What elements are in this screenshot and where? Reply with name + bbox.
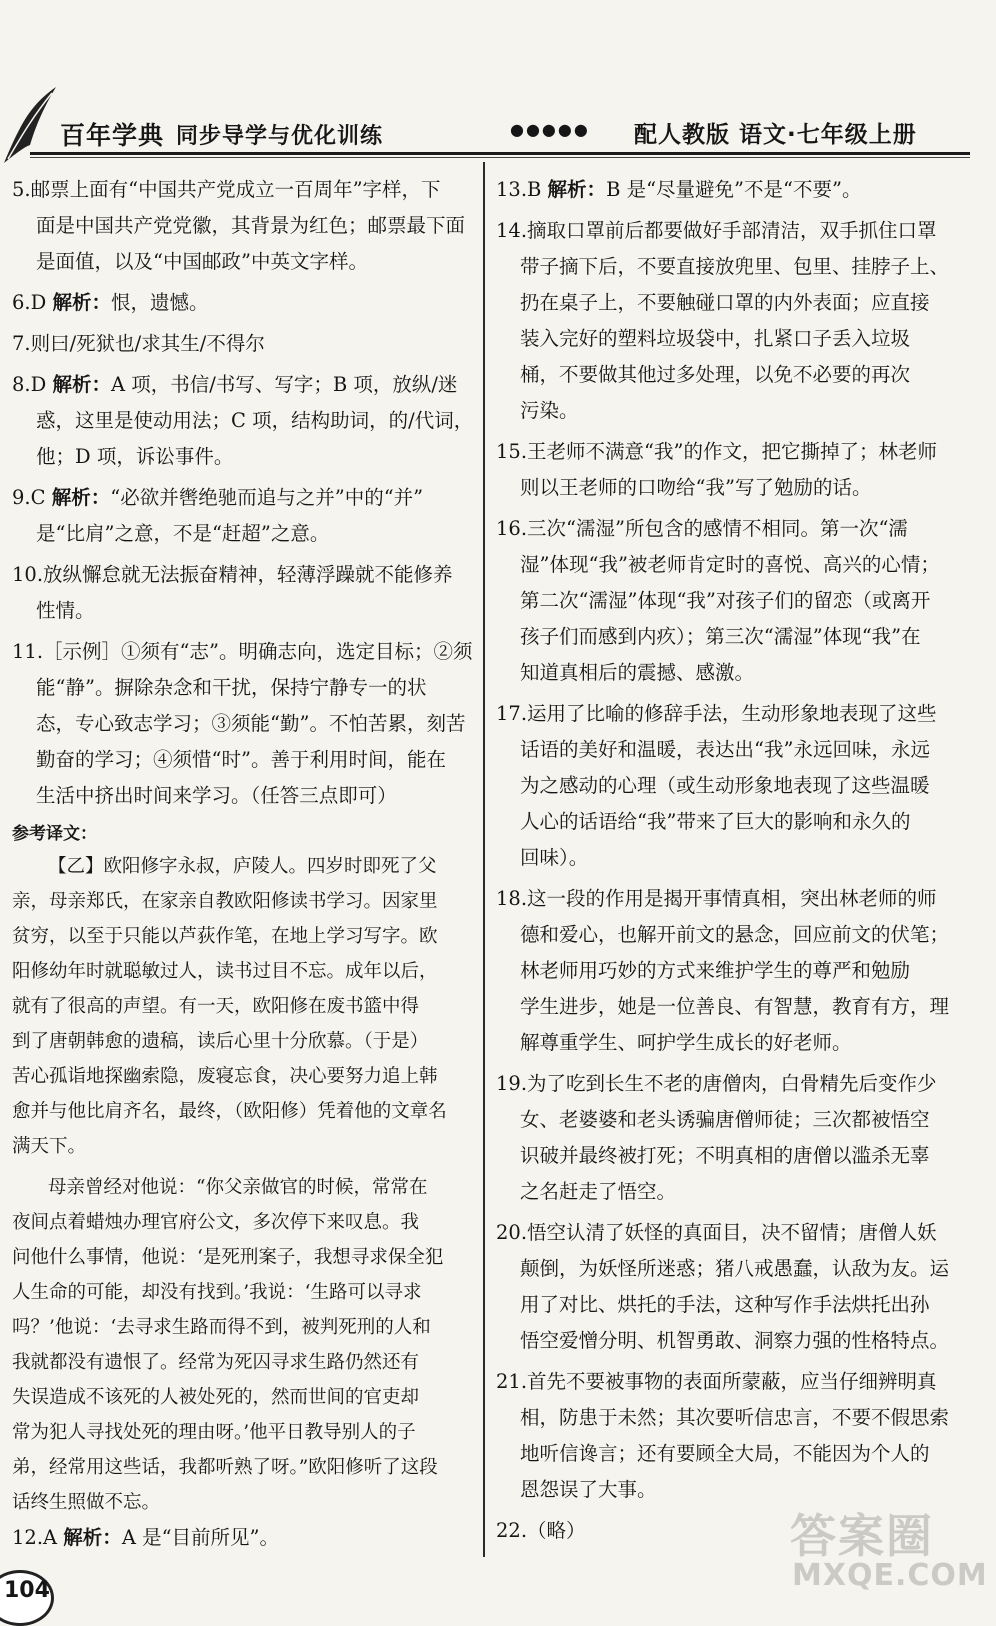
watermark-url: MXQE.COM xyxy=(792,1558,988,1593)
analysis-keyword: 解析： xyxy=(52,373,111,396)
answer-line: 8.D 解析：A 项，书信/书写、写字；B 项，放纵/迷 xyxy=(12,373,458,396)
answer-list-right xyxy=(496,172,958,1549)
translation-line: 问他什么事情，他说：‘是死刑案子，我想寻求保全犯 xyxy=(12,1247,444,1268)
answer-item xyxy=(496,696,958,876)
answer-line: 知道真相后的震撼、感激。 xyxy=(520,661,755,684)
answer-item xyxy=(496,1066,958,1210)
answer-line: 生活中挤出时间来学习。（任答三点即可） xyxy=(36,784,397,807)
answer-line: 他；D 项，诉讼事件。 xyxy=(36,445,234,468)
decorative-dots: ●●●●● xyxy=(510,120,590,139)
answer-list-left xyxy=(12,172,476,814)
answer-line: 14.摘取口罩前后都要做好手部清洁，双手抓住口罩 xyxy=(496,219,937,242)
answer-line: 15.王老师不满意“我”的作文，把它撕掉了；林老师 xyxy=(496,440,937,463)
analysis-keyword: 解析： xyxy=(547,178,607,201)
answer-line: 19.为了吃到长生不老的唐僧肉，白骨精先后变作少 xyxy=(496,1072,937,1095)
answer-line: 性情。 xyxy=(36,599,95,622)
translation-line: 失误造成不该死的人被处死的，然而世间的官吏却 xyxy=(12,1387,420,1408)
answer-line: 惑，这里是使动用法；C 项，结构助词，的/代词， xyxy=(36,409,474,432)
answer-line: 桶，不要做其他过多处理，以免不必要的再次 xyxy=(520,363,911,386)
answer-line: 态，专心致志学习；③须能“勤”。不怕苦累，刻苦 xyxy=(36,712,466,735)
answer-line: 相，防患于未然；其次要听信忠言，不要不假思索 xyxy=(520,1406,950,1429)
answer-item xyxy=(496,881,958,1061)
answer-item xyxy=(12,172,476,280)
translation-line: 弟，经常用这些话，我都听熟了呀。”欧阳修听了这段 xyxy=(12,1457,438,1478)
answer-line: 颠倒，为妖怪所迷惑；猪八戒愚蠢，认敌为友。运 xyxy=(520,1257,950,1280)
translation-line: 母亲曾经对他说：“你父亲做官的时候，常常在 xyxy=(48,1177,428,1198)
answer-line: 22.（略） xyxy=(496,1519,586,1542)
answer-line: 人心的话语给“我”带来了巨大的影响和永久的 xyxy=(520,810,911,833)
watermark-text: 答案圈 xyxy=(790,1509,934,1563)
answer-line: 面是中国共产党党徽，其背景为红色；邮票最下面 xyxy=(36,214,466,237)
answer-item xyxy=(12,285,476,321)
answer-line: 5.邮票上面有“中国共产党成立一百周年”字样，下 xyxy=(12,178,441,201)
answer-line: 勤奋的学习；④须惜“时”。善于利用时间，能在 xyxy=(36,748,446,771)
answer-item xyxy=(496,1215,958,1359)
answer-line: 20.悟空认清了妖怪的真面目，决不留情；唐僧人妖 xyxy=(496,1221,937,1244)
book-subtitle: 同步导学与优化训练 xyxy=(176,124,384,149)
translation-line: 亲，母亲郑氏，在家亲自教欧阳修读书学习。因家里 xyxy=(12,891,438,912)
answer-line: 为之感动的心理（或生动形象地表现了这些温暖 xyxy=(520,774,930,797)
answer-line: 女、老婆婆和老头诱骗唐僧师徒；三次都被悟空 xyxy=(520,1108,930,1131)
translation-line: 话终生照做不忘。 xyxy=(12,1492,161,1513)
answer-line: 地听信谗言；还有要顾全大局，不能因为个人的 xyxy=(520,1442,930,1465)
translation-line: 我就都没有遗恨了。经常为死囚寻求生路仍然还有 xyxy=(12,1352,420,1373)
translation-line: 到了唐朝韩愈的遗稿，读后心里十分欣慕。（于是） xyxy=(12,1031,429,1052)
translation-line: 愈并与他比肩齐名，最终，（欧阳修）凭着他的文章名 xyxy=(12,1101,447,1122)
translation-line: 常为犯人寻找处死的理由呀。’他平日教导别人的子 xyxy=(12,1422,416,1443)
answer-line: 之名赶走了悟空。 xyxy=(520,1180,677,1203)
translation-line: 吗？’他说：‘去寻求生路而得不到，被判死刑的人和 xyxy=(12,1317,431,1338)
answer-line: 带子摘下后，不要直接放兜里、包里、挂脖子上、 xyxy=(520,255,950,278)
answer-line: 德和爱心，也解开前文的悬念，回应前文的伏笔； xyxy=(520,923,950,946)
answer-line: 湿”体现“我”被老师肯定时的喜悦、高兴的心情； xyxy=(520,553,940,576)
answer-item xyxy=(496,511,958,691)
translation-line: 满天下。 xyxy=(12,1136,87,1157)
answer-line: 13.B 解析：B 是“尽量避免”不是“不要”。 xyxy=(496,178,862,201)
right-column xyxy=(496,172,958,1554)
answer-line: 6.D 解析：恨，遗憾。 xyxy=(12,291,209,314)
answer-item xyxy=(12,634,476,814)
answer-line: 话语的美好和温暖，表达出“我”永远回味，永远 xyxy=(520,738,930,761)
translation-line: 就有了很高的声望。有一天，欧阳修在废书篮中得 xyxy=(12,996,420,1017)
answer-line: 则以王老师的口吻给“我”写了勉励的话。 xyxy=(520,476,872,499)
translation-line: 阳修幼年时就聪敏过人，读书过目不忘。成年以后， xyxy=(12,961,438,982)
answer-line: 7.则曰/死狱也/求其生/不得尔 xyxy=(12,332,265,355)
answer-item xyxy=(496,434,958,506)
translation-paragraph-2 xyxy=(12,1170,476,1520)
left-column xyxy=(12,172,476,1561)
answer-line: 16.三次“濡湿”所包含的感情不相同。第一次“濡 xyxy=(496,517,908,540)
answer-line: 是“比肩”之意，不是“赶超”之意。 xyxy=(36,522,330,545)
column-divider xyxy=(483,162,485,1557)
translation-line: 苦心孤诣地探幽索隐，废寝忘食，决心要努力追上韩 xyxy=(12,1066,438,1087)
translation-line: 【乙】欧阳修字永叔，庐陵人。四岁时即死了父 xyxy=(48,856,437,877)
answer-line: 悟空爱憎分明、机智勇敢、洞察力强的性格特点。 xyxy=(520,1329,950,1352)
answer-line: 装入完好的塑料垃圾袋中，扎紧口子丢入垃圾 xyxy=(520,327,911,350)
answer-line: 林老师用巧妙的方式来维护学生的尊严和勉励 xyxy=(520,959,911,982)
translation-heading: 参考译文： xyxy=(12,824,97,844)
analysis-keyword: 解析： xyxy=(63,1526,122,1549)
answer-item: 12.A 解析：A 是“目前所见”。 xyxy=(12,1526,280,1549)
answer-line: 21.首先不要被事物的表面所蒙蔽，应当仔细辨明真 xyxy=(496,1370,937,1393)
answer-line: 回味）。 xyxy=(520,846,589,869)
answer-line: 18.这一段的作用是揭开事情真相，突出林老师的师 xyxy=(496,887,937,910)
answer-line: 解尊重学生、呵护学生成长的好老师。 xyxy=(520,1031,852,1054)
answer-item xyxy=(12,326,476,362)
page-header xyxy=(0,0,996,160)
answer-item xyxy=(12,557,476,629)
answer-item xyxy=(12,367,476,475)
answer-item xyxy=(496,213,958,429)
edition-label: 配人教版 语文·七年级上册 xyxy=(634,122,917,148)
header-rule-thin xyxy=(30,157,970,158)
translation-line: 夜间点着蜡烛办理官府公文，多次停下来叹息。我 xyxy=(12,1212,420,1233)
answer-line: 恩怨误了大事。 xyxy=(520,1478,657,1501)
answer-line: 10.放纵懈怠就无法振奋精神，轻薄浮躁就不能修养 xyxy=(12,563,453,586)
header-rule xyxy=(30,152,970,155)
answer-line: 11.［示例］①须有“志”。明确志向，选定目标；②须 xyxy=(12,640,473,663)
translation-paragraph-1 xyxy=(12,849,476,1164)
brand-title: 百年学典 xyxy=(60,121,165,150)
analysis-keyword: 解析： xyxy=(52,291,111,314)
answer-line: 学生进步，她是一位善良、有智慧，教育有方，理 xyxy=(520,995,950,1018)
translation-line: 贫穷，以至于只能以芦荻作笔，在地上学习写字。欧 xyxy=(12,926,438,947)
translation-line: 人生命的可能，却没有找到。’我说：‘生路可以寻求 xyxy=(12,1282,422,1303)
watermark xyxy=(770,1500,988,1595)
analysis-keyword: 解析： xyxy=(51,486,111,509)
answer-line: 污染。 xyxy=(520,399,579,422)
answer-line: 用了对比、烘托的手法，这种写作手法烘托出孙 xyxy=(520,1293,930,1316)
answer-item xyxy=(496,1364,958,1508)
answer-item xyxy=(496,172,958,208)
answer-line: 9.C 解析：“必欲并辔绝驰而追与之并”中的“并” xyxy=(12,486,424,509)
answer-line: 17.运用了比喻的修辞手法，生动形象地表现了这些 xyxy=(496,702,937,725)
answer-item xyxy=(12,480,476,552)
answer-line: 扔在桌子上，不要触碰口罩的内外表面；应直接 xyxy=(520,291,930,314)
answer-line: 识破并最终被打死；不明真相的唐僧以滥杀无辜 xyxy=(520,1144,930,1167)
answer-line: 是面值，以及“中国邮政”中英文字样。 xyxy=(36,250,368,273)
answer-line: 孩子们而感到内疚）；第三次“濡湿”体现“我”在 xyxy=(520,625,921,648)
page-number: 104 xyxy=(0,1560,60,1600)
answer-line: 能“静”。摒除杂念和干扰，保持宁静专一的状 xyxy=(36,676,427,699)
answer-line: 第二次“濡湿”体现“我”对孩子们的留恋（或离开 xyxy=(520,589,931,612)
